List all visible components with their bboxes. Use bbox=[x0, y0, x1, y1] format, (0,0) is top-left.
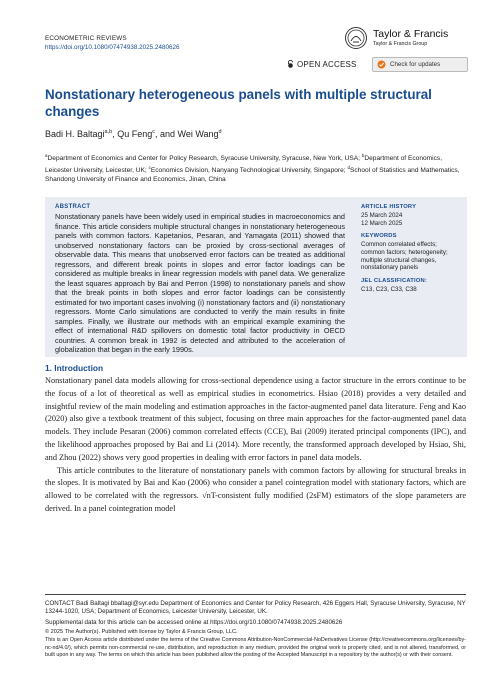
introduction-body bbox=[45, 375, 466, 516]
author-wang[interactable]: , and Wei Wang bbox=[154, 129, 219, 139]
author-sup: d bbox=[218, 129, 222, 135]
footer-divider bbox=[45, 594, 466, 595]
affiliation-d: School of Statistics and Mathematics, Shandong University of Finance and Economics, Jinan, China bbox=[45, 167, 460, 183]
abstract-text: Nonstationary panels have been widely used in empirical studies in macroeconomics and finance. This article considers multiple structural changes in nonstationary heterogeneous panels with common factors. Kapetanios, Pesaran, and Yamagata (2011) showed that unobserved nonstationary factors can be proxied by cross-sectional averages of observable data. This means that unobserved error factors can be treated as additional regressors, and different break points in slopes and error factor loadings can be considered as multiple breaks in linear regression models with panel data. We generalize the least squares approach by Bai and Perron (1998) to nonstationary panels and show that the break points in both slopes and error factor loadings can be consistently estimated for two important cases involving (i) nonstationary factors and (ii) nonstationary regressors. Monte Carlo simulations are conducted to verify the main results in finite samples. Finally, we illustrate our methods with an empirical example examining the effect of international R&D spillovers on domestic total factor productivity in OECD countries. A common break in 1992 is detected and attributed to the acceleration of globalization that began in the early 1990s. bbox=[55, 212, 345, 354]
affiliations: $^a$Department of Economics and Center for Policy Research, Syracuse University, Syracuse, New York, USA; $^b$Department of Economics, Leicester University, Leicester, UK; $^c$Economics Division, Nanyang Technological University, Singapore; $^d$School of Statistics and Mathematics, Shandong University of Finance and Economics, Jinan, China bbox=[45, 153, 460, 183]
open-access-label: OPEN ACCESS bbox=[297, 60, 357, 69]
open-access-badge bbox=[287, 60, 357, 69]
check-updates-button[interactable] bbox=[372, 57, 468, 72]
author-sup: c bbox=[152, 129, 155, 135]
affiliation-b: Department of Economics, Leicester University, Leicester, UK; bbox=[45, 155, 443, 175]
jel-heading: JEL CLASSIFICATION: bbox=[361, 278, 428, 284]
license-text: This is an Open Access article distributed under the terms of the Creative Commons Attribution-NonCommercial-NoDerivatives License (http://creativecommons.org/licenses/by-nc-nd/4.0/), which permits non-commercial re-use, distribution, and reproduction in any medium, provided the original work is properly cited, and is not altered, transformed, or built upon in any way. The terms on which this article has been published allow the posting of the Accepted Manuscript in a repository by the author(s) or with their consent. bbox=[45, 637, 466, 658]
publisher-logo[interactable] bbox=[345, 27, 465, 53]
affiliation-c: Economics Division, Nanyang Technological University, Singapore; bbox=[150, 167, 346, 175]
abstract-heading: ABSTRACT bbox=[55, 204, 91, 210]
check-updates-label: Check for updates bbox=[390, 61, 441, 68]
check-updates-icon bbox=[377, 60, 386, 69]
jel-codes: C13, C23, C33, C38 bbox=[361, 286, 417, 293]
section-heading-introduction: 1. Introduction bbox=[45, 363, 104, 373]
author-sup: a,b bbox=[104, 129, 113, 135]
publisher-name: Taylor & Francis bbox=[373, 28, 449, 40]
history-accepted: 12 March 2025 bbox=[361, 220, 403, 227]
contact-info: CONTACT Badi Baltagi bbaltagi@syr.edu Department of Economics and Center for Policy Research, 426 Eggers Hall, Syracuse University, Syracuse, NY 13244-1020, USA; Department of Economics, Leicester University, Leicester, UK. bbox=[45, 600, 466, 615]
doi-link[interactable]: https://doi.org/10.1080/07474938.2025.2480626 bbox=[45, 44, 180, 51]
publisher-group: Taylor & Francis Group bbox=[373, 41, 428, 47]
supplementary-note: Supplemental data for this article can be accessed online at https://doi.org/10.1080/07474938.2025.2480626 bbox=[45, 619, 343, 626]
author-baltagi[interactable]: Badi H. Baltagi bbox=[45, 129, 105, 139]
open-lock-icon bbox=[287, 60, 294, 68]
author-feng[interactable]: , Qu Feng bbox=[112, 129, 153, 139]
history-received: 25 March 2024 bbox=[361, 212, 403, 219]
article-history-heading: ARTICLE HISTORY bbox=[361, 204, 417, 210]
intro-paragraph-1: Nonstationary panel data models allowing for cross-sectional dependence using a factor structure in the errors continue to be the focus of a lot of theoretical as well as empirical studies in econometrics. Hsiao (2018) provides a very detailed and insightful review of the main modeling and estimation approaches in the factor-augmented panel data literature. Feng and Kao (2020) also give a textbook treatment of this subject, focusing on three main approaches for the factor-augmented panel data models. They include Pesaran (2006) common correlated effects (CCE), Bai (2009) iterated principal components (IPC), and the likelihood approaches proposed by Bai and Li (2014). More recently, the transformed approach developed by Hsiao, Shi, and Zhou (2022) shows very good properties in dealing with error factors in panel data models. bbox=[45, 376, 466, 462]
article-title: Nonstationary heterogeneous panels with multiple structural changes bbox=[45, 87, 432, 119]
author-list bbox=[45, 129, 222, 139]
publisher-emblem-icon bbox=[345, 27, 367, 49]
affiliation-a: Department of Economics and Center for Policy Research, Syracuse University, Syracuse, New York, USA; bbox=[47, 155, 360, 163]
keywords-heading: KEYWORDS bbox=[361, 233, 397, 239]
intro-paragraph-2: This article contributes to the literature of nonstationary panels with common factors by allowing for structural breaks in the slopes. It is motivated by Bai and Kao (2006) who consider a panel cointegration model with stationary factors, which are allowed to be correlated with the regressors. √nT-consistent fully modified (2sFM) estimators of the slope parameters are derived. In a panel cointegration model bbox=[45, 465, 466, 513]
journal-name: ECONOMETRIC REVIEWS bbox=[45, 35, 127, 42]
keywords-list: Common correlated effects; common factors; heterogeneity; multiple structural changes, nonstationary panels bbox=[361, 241, 448, 272]
copyright: © 2025 The Author(s). Published with license by Taylor & Francis Group, LLC. bbox=[45, 629, 238, 635]
